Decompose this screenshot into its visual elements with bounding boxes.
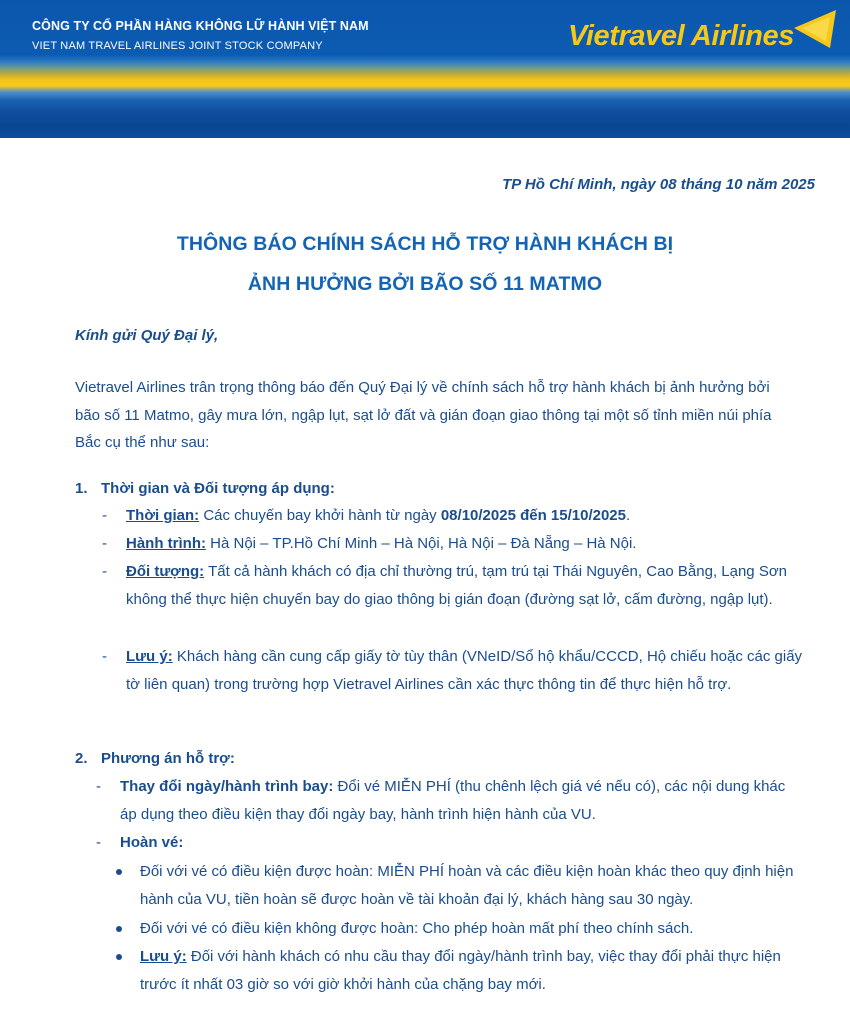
time-range: 08/10/2025 đến 15/10/2025 xyxy=(440,507,626,524)
letterhead-banner xyxy=(0,0,850,138)
list-item-subject xyxy=(102,558,806,614)
dash-marker: - xyxy=(102,507,107,524)
subject-text: Tất cả hành khách có địa chỉ thường trú, tạm trú tại Thái Nguyên, Cao Bằng, Lạng Sơn không thể thực hiện chuyến bay do giao thông bị gián đoạn (đường sạt lở, cấm đường, ngập lụt). xyxy=(126,563,788,608)
list-item-change xyxy=(96,773,800,829)
document-title-line2: ẢNH HƯỞNG BỞI BÃO SỐ 11 MATMO xyxy=(247,273,603,295)
section-1-heading xyxy=(75,480,335,497)
dash-marker: - xyxy=(102,563,107,580)
refund-label: Hoàn vé: xyxy=(120,834,184,851)
route-label: Hành trình: xyxy=(126,535,206,552)
route-text: Hà Nội – TP.Hồ Chí Minh – Hà Nội, Hà Nội – Đà Nẵng – Hà Nội. xyxy=(206,535,637,552)
time-end: . xyxy=(626,507,631,524)
bullet-marker xyxy=(116,926,122,932)
list-item-refund xyxy=(96,829,800,857)
refund-bullet-2 xyxy=(140,915,795,943)
bullet-marker xyxy=(116,954,122,960)
refund-bullet-1-text: Đối với vé có điều kiện được hoàn: MIỄN PHÍ hoàn và các điều kiện hoàn khác theo quy định hiện hành của VU, tiền hoàn sẽ được hoàn về tài khoản đại lý, khách hàng sau 30 ngày. xyxy=(140,863,794,908)
section-2-title: Phương án hỗ trợ: xyxy=(101,750,235,767)
airline-logo-text: Vietravel Airlines xyxy=(568,20,794,52)
note-label: Lưu ý: xyxy=(126,648,173,665)
company-name-vn: CÔNG TY CỔ PHẦN HÀNG KHÔNG LỮ HÀNH VIỆT NAM xyxy=(32,19,369,33)
document-title-line1: THÔNG BÁO CHÍNH SÁCH HỖ TRỢ HÀNH KHÁCH BỊ xyxy=(176,233,674,255)
list-item-note xyxy=(102,643,806,699)
section-2-heading xyxy=(75,750,235,767)
time-text: Các chuyến bay khởi hành từ ngày xyxy=(199,507,441,524)
document-date: TP Hồ Chí Minh, ngày 08 tháng 10 năm 2025 xyxy=(502,176,815,193)
refund-note-text: Đối với hành khách có nhu cầu thay đổi ngày/hành trình bay, việc thay đổi phải thực hiện trước ít nhất 03 giờ so với giờ khởi hành của chặng bay mới. xyxy=(140,948,781,993)
intro-paragraph: Vietravel Airlines trân trọng thông báo đến Quý Đại lý về chính sách hỗ trợ hành khách bị ảnh hưởng bởi bão số 11 Matmo, gây mưa lớn, ngập lụt, sạt lở đất và gián đoạn giao thông tại một số tỉnh miền núi phía Bắc cụ thể như sau: xyxy=(75,379,772,451)
time-label: Thời gian: xyxy=(126,507,200,524)
change-label: Thay đổi ngày/hành trình bay: xyxy=(120,778,334,795)
dash-marker: - xyxy=(102,648,107,665)
refund-bullet-1 xyxy=(140,858,795,914)
note-text: Khách hàng cần cung cấp giấy tờ tùy thân (VNeID/Sổ hộ khẩu/CCCD, Hộ chiếu hoặc các giấy tờ liên quan) trong trường hợp Vietravel Airlines cần xác thực thông tin để thực hiện hỗ trợ. xyxy=(126,648,803,693)
section-2-number: 2. xyxy=(75,750,88,767)
refund-note-label: Lưu ý: xyxy=(140,948,187,965)
refund-note xyxy=(140,943,795,999)
section-1-title: Thời gian và Đối tượng áp dụng: xyxy=(101,480,335,497)
company-name-en: VIET NAM TRAVEL AIRLINES JOINT STOCK COMPANY xyxy=(32,40,323,52)
list-item-time xyxy=(102,502,806,530)
greeting: Kính gửi Quý Đại lý, xyxy=(75,327,219,344)
airline-wing-logo-icon xyxy=(790,8,838,50)
section-1-number: 1. xyxy=(75,480,88,497)
bullet-marker xyxy=(116,869,122,875)
dash-marker: - xyxy=(96,778,101,795)
dash-marker: - xyxy=(102,535,107,552)
list-item-route xyxy=(102,530,806,558)
subject-label: Đối tượng: xyxy=(126,563,205,580)
change-text: Đổi vé MIỄN PHÍ (thu chênh lệch giá vé nếu có), các nội dung khác áp dụng theo điều kiện thay đổi ngày bay, hành trình hiện hành của VU. xyxy=(120,778,786,823)
dash-marker: - xyxy=(96,834,101,851)
refund-bullet-2-text: Đối với vé có điều kiện không được hoàn: Cho phép hoàn mất phí theo chính sách. xyxy=(140,920,694,937)
